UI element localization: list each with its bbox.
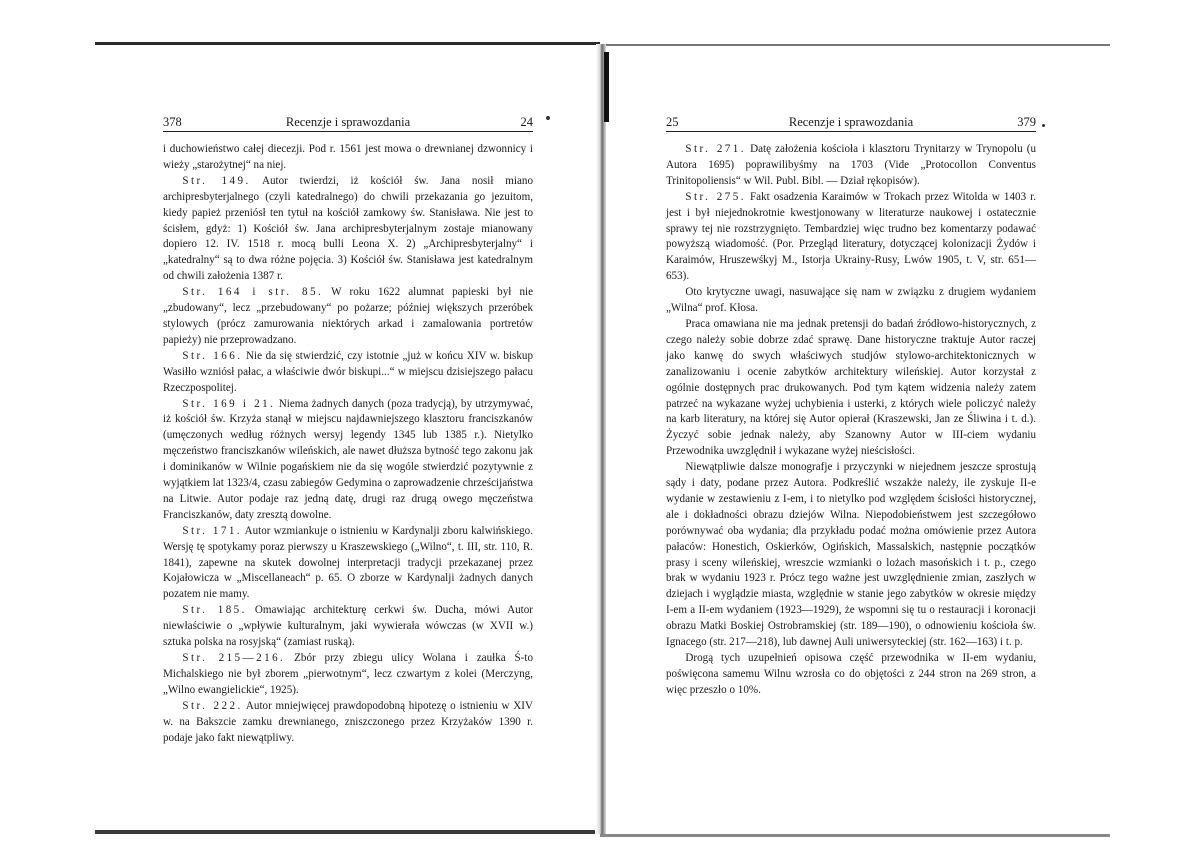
paragraph-text: Autor mniejwięcej prawdopodobną hipotezę o istnieniu w XIV w. na Bakszcie zamku drewnianego, zniszczonego przez Krzyżaków 1390 r. podaje jako fakt niewątpliwy. bbox=[163, 699, 533, 744]
paragraph-text: W roku 1622 alumnat papieski był nie „zbudowany“, lecz „przebudowany“ po pożarze; później większych przeróbek stylowych (prócz zamurowania niektórych arkad i zamalowania portretów papieży) nie przeprowadzano. bbox=[163, 286, 533, 346]
book-spine bbox=[596, 44, 606, 834]
left-page-number: 378 bbox=[163, 115, 182, 129]
right-running-title: Recenzje i sprawozdania bbox=[788, 115, 914, 129]
paragraph-lead: Str. 275. bbox=[685, 190, 746, 203]
paragraph-lead: Str. 222. bbox=[182, 699, 243, 712]
paragraph-lead: Str. 271. bbox=[685, 143, 747, 155]
paragraph-text: Niema żadnych danych (poza tradycją), by utrzymywać, iż kościół św. Krzyża stanął w miejscu najdawniejszego klasztoru franciszkanów (umęczonych według różnych wersyj legendy 1345 lub 1385 r.). Nietylko męczeństwo franciszkanów wileńskich, ale nawet dłuższa bytność tego zakonu jak i dominikanów w Wilnie pogańskiem nie da się wogóle stwierdzić pozytywnie z wyjątkiem lat 1323/4, czasu zabiegów Gedymina o zaprowadzenie chrześcijaństwa na Litwie. Autor podaje raz jedną datę, drugi raz drugą owego męczeństwa Franciszkanów, daty zresztą dowolne. bbox=[163, 397, 533, 521]
bottom-edge-rule-left bbox=[95, 830, 595, 834]
paragraph-text: Autor twierdzi, iż kościół św. Jana nosił miano archipresbyterjalnego (czyli katedralnego) do chwili przekazania go jezuitom, kiedy papież przeniósł ten tytuł na kościół zamkowy św. Stanisława. Nie jest to ścisłem, gdyż: 1) Kościół św. Jana archipresbyterjalnym zostaje mianowany dopiero 12. IV. 1518 r. mocą bulli Leona X. 2) „Archipresbyterjalny“ i „katedralny“ są to dwa różne pojęcia. 3) Kościół św. Stanisława jest katedralnym od chwili założenia 1387 r. bbox=[163, 174, 533, 283]
right-page bbox=[666, 114, 1036, 699]
paragraph bbox=[163, 397, 533, 524]
paragraph-lead: Str. 185. bbox=[182, 604, 247, 617]
spine-shadow bbox=[604, 52, 609, 122]
paragraph-lead: Str. 169 i 21. bbox=[182, 397, 276, 410]
paragraph-text: Datę założenia kościoła i klasztoru Trynitarzy w Trynopolu (u Autora 1695) poprawilibyśmy na 1703 (Vide „Protocollon Conventus Trinitopoliensis“ w Wil. Publ. Bibl. — Dział rękopisów). bbox=[666, 143, 1037, 187]
left-column-number: 24 bbox=[520, 115, 533, 129]
paragraph bbox=[666, 460, 1036, 651]
paragraph bbox=[163, 174, 533, 285]
left-page bbox=[163, 114, 533, 746]
paragraph-lead: Str. 149. bbox=[182, 174, 251, 187]
right-page-number: 379 bbox=[1017, 115, 1036, 129]
paragraph bbox=[163, 142, 533, 174]
paragraph bbox=[666, 317, 1036, 460]
left-running-title: Recenzje i sprawozdania bbox=[285, 115, 411, 129]
right-page-header bbox=[666, 114, 1036, 132]
top-edge-rule-right bbox=[605, 44, 1110, 46]
paragraph-text: Zbór przy zbiegu ulicy Wolana i zaułka Ś-to Michalskiego nie był zborem „pierwotnym“, lecz czwartym z kolei (Merczyng, „Wilno ewangielickie“, 1925). bbox=[163, 652, 534, 696]
paragraph-text: Autor wzmiankuje o istnieniu w Kardynalji zboru kalwińskiego. Wersję tę spotykamy poraz pierwszy u Kraszewskiego („Wilno“, t. III, str. 110, R. 1841), zapewne na skutek dowolnej interpretacji tradycji przekazanej przez Kojałowicza w „Miscellaneach“ p. 65. O zborze w Kardynalji żadnych danych pozatem nie mamy. bbox=[163, 524, 533, 601]
paragraph-text: Omawiając architekturę cerkwi św. Ducha, mówi Autor niewłaściwie o „wpływie kulturalnym, jaki wywierała wówczas (w XVII w.) sztuka polska na rosyjską“ (zamiast ruską). bbox=[163, 604, 533, 649]
right-page-body bbox=[666, 142, 1036, 699]
paragraph bbox=[163, 349, 533, 397]
paragraph bbox=[163, 603, 533, 651]
right-column-number: 25 bbox=[666, 115, 679, 129]
paragraph-text: Oto krytyczne uwagi, nasuwające się nam w związku z drugiem wydaniem „Wilna“ prof. Kłosa. bbox=[666, 286, 1036, 315]
left-page-header bbox=[163, 114, 533, 132]
paragraph-text: Niewątpliwie dalsze monografje i przyczynki w niejednem jeszcze sprostują sądy i daty, podane przez Autora. Podkreślić wszakże należy, ile zyskuje II-e wydanie w zestawieniu z I-em, i to nietylko pod względem ścisłości historycznej, ale i dokładności obrazu dziejów Wilna. Niepodobieństwem jest szczegółowo porównywać oba wydania; dla przykładu podać można omówienie przez Autora pałaców: Honestich, Oskierków, Ogińskich, Massalskich, następnie początków prasy i sceny wileńskiej, wreszcie wzmianki o lożach masońskich i t. p., czego brak w wydaniu 1923 r. Prócz tego ważne jest uwzględnienie zmian, zaszłych w dziejach i wyglądzie miasta, względnie w stanie jego zabytków w okresie między I-em a II-em wydaniem (1923—1929), że wspomni się tu o restauracji i koronacji obrazu Matki Boskiej Ostrobramskiej (str. 189—190), o odnowieniu kościoła św. Ignacego (str. 217—218), lub dawnej Auli uniwersyteckiej (str. 162—163) i t. p. bbox=[666, 461, 1036, 649]
top-edge-rule-left bbox=[95, 42, 600, 45]
paragraph bbox=[666, 651, 1036, 699]
paragraph-lead: Str. 166. bbox=[182, 349, 243, 362]
left-page-body bbox=[163, 142, 533, 746]
paragraph-lead: Str. 171. bbox=[182, 524, 243, 537]
paragraph bbox=[163, 524, 533, 604]
paragraph bbox=[666, 142, 1036, 190]
paragraph-text: Praca omawiana nie ma jednak pretensji do badań źródłowo-historycznych, z czego należy sobie dobrze zdać sprawę. Dane historyczne traktuje Autor raczej jako kanwę do swych właściwych studjów stylowo-architektonicznych w zanalizowaniu i ocenie zabytków architektury wileńskiej. Autor korzystał z ogólnie dostępnych prac drukowanych. Pod tym kątem widzenia należy zatem patrzeć na wykazane wyżej uchybienia i usterki, z których wiele policzyć należy na karb literatury, na której się Autor opierał (Kraszewski, Jan ze Śliwina i t. d.). Życzyć sobie jednak należy, aby Szanowny Autor w III-ciem wydaniu Przewodnika uwzględnił i wykazane wyżej nieścisłości. bbox=[666, 317, 1036, 458]
paragraph-lead: Str. 215—216. bbox=[182, 652, 286, 664]
paragraph-text: Drogą tych uzupełnień opisowa część przewodnika w II-em wydaniu, poświęcona samemu Wilnu wzrosła co do objętości z 244 stron na 269 stron, a więc przeszło o 10%. bbox=[666, 652, 1036, 696]
paragraph bbox=[163, 285, 533, 349]
scan-speck bbox=[1042, 124, 1045, 127]
paragraph bbox=[666, 285, 1036, 317]
paragraph-text: Nie da się stwierdzić, czy istotnie „już w końcu XIV w. biskup Wasiłło wzniósł pałac, a właściwie dwór biskupi...“ w miejscu dzisiejszego pałacu Rzeczpospolitej. bbox=[163, 349, 533, 394]
paragraph bbox=[163, 651, 533, 699]
scan-speck bbox=[546, 116, 550, 120]
paragraph bbox=[163, 699, 533, 747]
bottom-edge-rule-right bbox=[600, 834, 1110, 837]
paragraph-text: i duchowieństwo całej diecezji. Pod r. 1561 jest mowa o drewnianej dzwonnicy i wieży „starożytnej“ na niej. bbox=[163, 143, 533, 171]
paragraph-text: Fakt osadzenia Karaimów w Trokach przez Witolda w 1403 r. jest i był niejednokrotnie kwestjonowany w literaturze naukowej i ostatecznie sprawy tej nie rozstrzygnięto. Tembardziej więc trudno bez komentarzy podawać powyższą wiadomość. (Por. Przegląd literatury, dotyczącej kolonizacji Żydów i Karaimów, Hruszewśkyj M., Istorja Ukrainy-Rusy, Lwów 1905, t. V, str. 651—653). bbox=[666, 190, 1037, 283]
paragraph-lead: Str. 164 i str. 85. bbox=[182, 286, 324, 299]
paragraph bbox=[666, 190, 1036, 285]
